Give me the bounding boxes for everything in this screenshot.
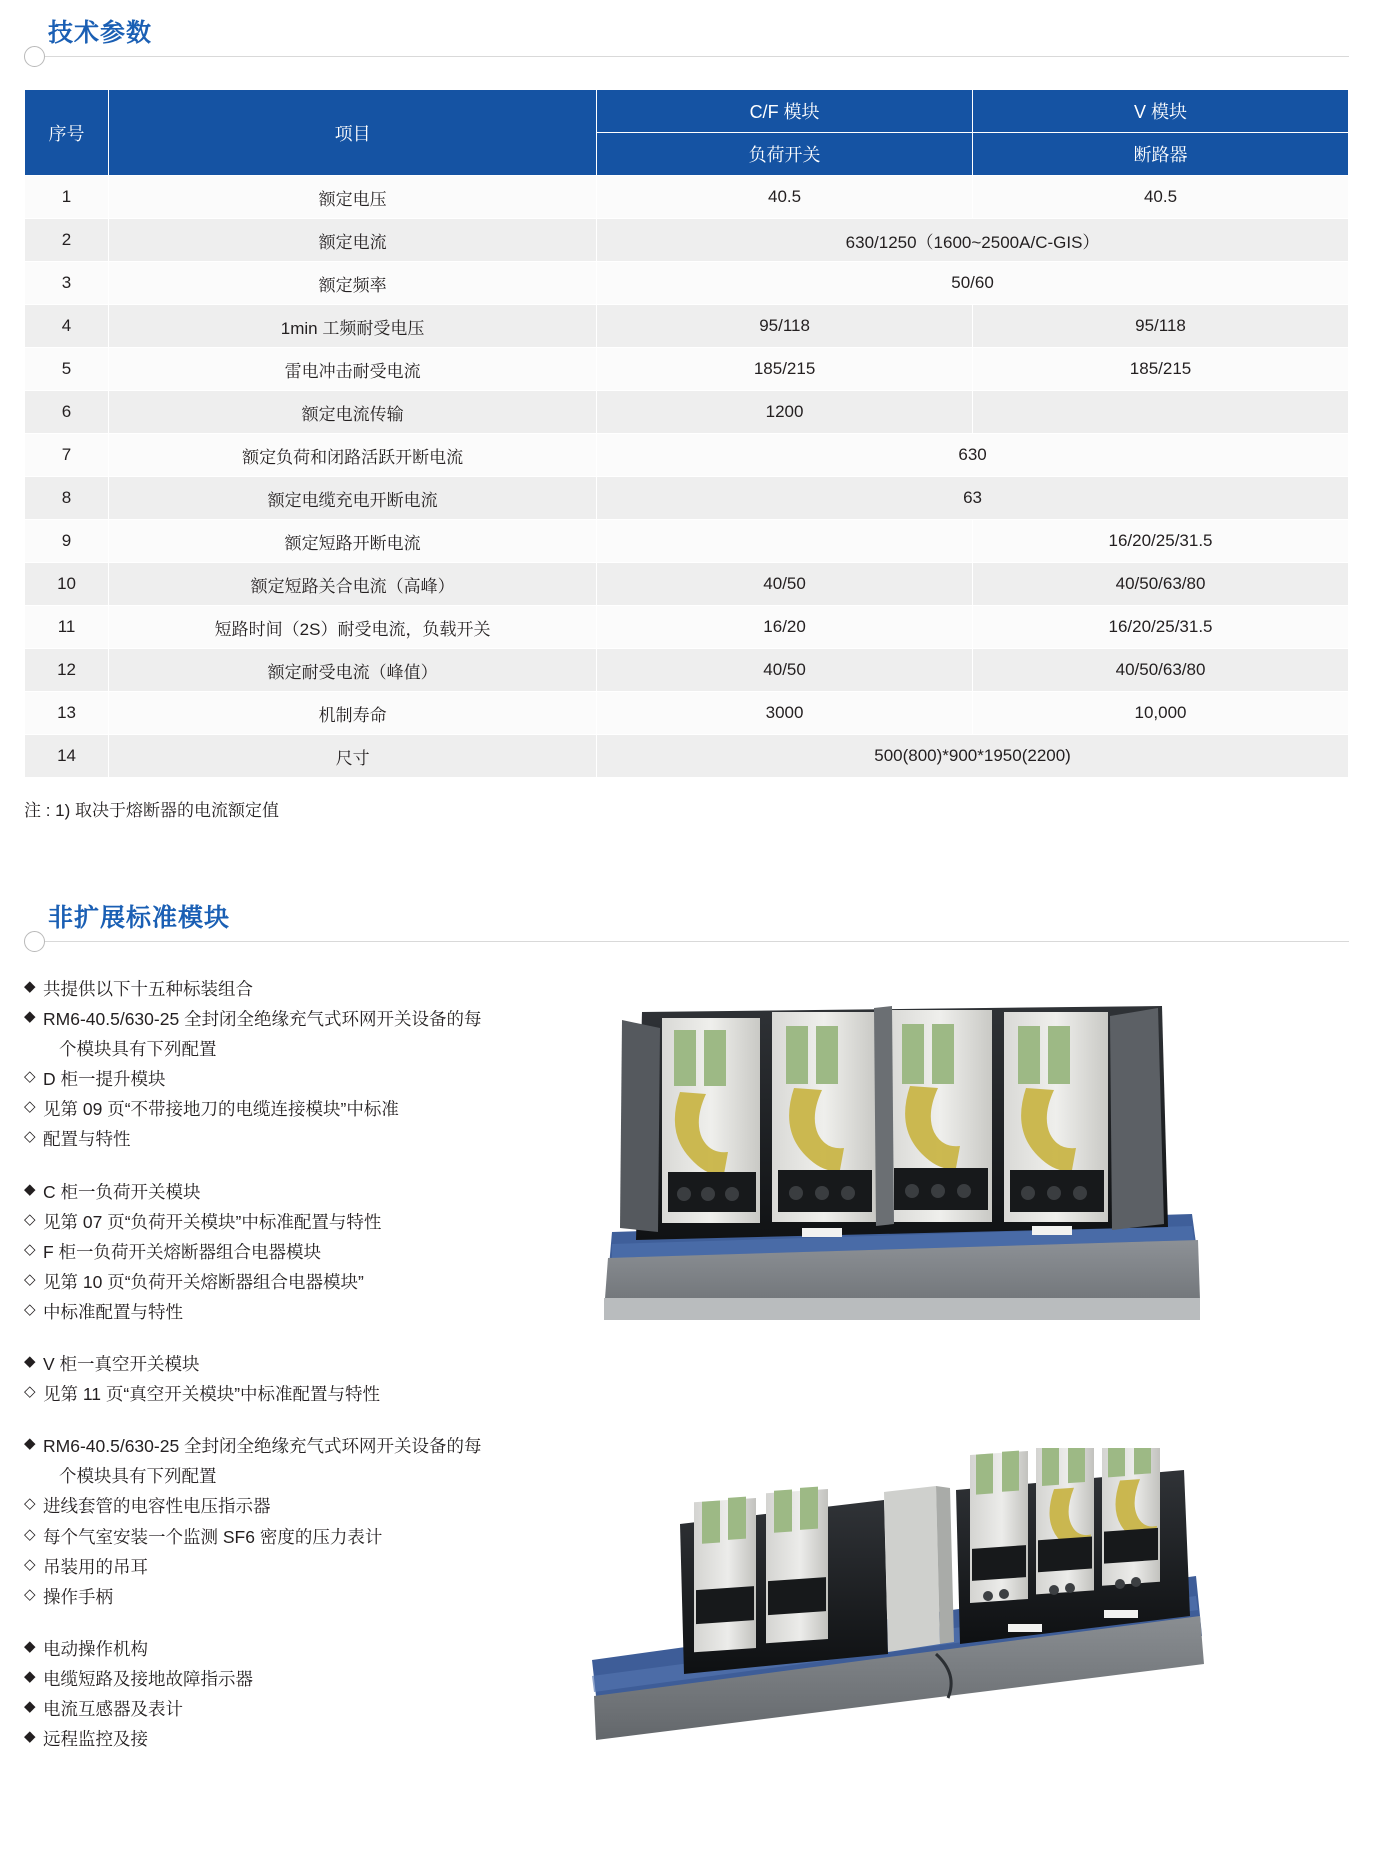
bullet-text-line1: 吊装用的吊耳 bbox=[43, 1556, 148, 1577]
diamond-outline-icon: ◇ bbox=[24, 1585, 36, 1603]
cell-value-v: 40/50/63/80 bbox=[973, 649, 1349, 692]
cell-index: 2 bbox=[25, 219, 109, 262]
diamond-filled-icon: ◆ bbox=[24, 1728, 36, 1746]
cell-value-merged: 630/1250（1600~2500A/C-GIS） bbox=[597, 219, 1349, 262]
table-row bbox=[25, 649, 1349, 692]
bullet-text bbox=[43, 1349, 564, 1379]
diamond-outline-icon: ◇ bbox=[24, 1128, 36, 1146]
cell-index: 12 bbox=[25, 649, 109, 692]
bullet-text bbox=[43, 1004, 564, 1064]
table-row bbox=[25, 606, 1349, 649]
bullet-text-line1: RM6-40.5/630-25 全封闭全绝缘充气式环网开关设备的每 bbox=[43, 1436, 482, 1457]
cell-value-cf: 185/215 bbox=[597, 348, 973, 391]
bullet-item bbox=[24, 1124, 564, 1154]
bullet-text bbox=[43, 1724, 564, 1754]
diamond-filled-icon: ◆ bbox=[24, 978, 36, 995]
header-cf-module: C/F 模块 bbox=[597, 90, 973, 133]
bullet-spacer bbox=[24, 1155, 564, 1177]
bullet-text-line1: D 柜一提升模块 bbox=[43, 1069, 166, 1090]
bullet-item bbox=[24, 1491, 564, 1521]
bullet-text bbox=[43, 1582, 564, 1612]
bullet-text bbox=[43, 1064, 564, 1094]
section-header-spec bbox=[24, 18, 1349, 67]
bullet-text bbox=[43, 1094, 564, 1124]
table-row bbox=[25, 520, 1349, 563]
cell-value-cf: 40/50 bbox=[597, 563, 973, 606]
bullet-text bbox=[43, 974, 564, 1004]
modules-content bbox=[24, 974, 1349, 1754]
bullet-text-line1: 中标准配置与特性 bbox=[43, 1301, 183, 1322]
cell-item: 额定频率 bbox=[109, 262, 597, 305]
diamond-outline-icon: ◇ bbox=[24, 1210, 36, 1228]
header-cf-sub: 负荷开关 bbox=[597, 133, 973, 176]
cell-item: 额定电压 bbox=[109, 176, 597, 219]
bullet-text-line1: 操作手柄 bbox=[43, 1586, 113, 1607]
cell-index: 10 bbox=[25, 563, 109, 606]
diamond-outline-icon: ◇ bbox=[24, 1555, 36, 1573]
diamond-filled-icon: ◆ bbox=[24, 1008, 36, 1026]
diamond-outline-icon: ◇ bbox=[24, 1068, 36, 1086]
cell-value-cf: 40/50 bbox=[597, 649, 973, 692]
bullet-item bbox=[24, 1237, 564, 1267]
header-v-sub: 断路器 bbox=[973, 133, 1349, 176]
cell-item: 机制寿命 bbox=[109, 692, 597, 735]
diamond-outline-icon: ◇ bbox=[24, 1300, 36, 1318]
bullet-text-line1: C 柜一负荷开关模块 bbox=[43, 1181, 201, 1202]
cell-item: 雷电冲击耐受电流 bbox=[109, 348, 597, 391]
table-row bbox=[25, 348, 1349, 391]
bullet-text bbox=[43, 1297, 564, 1327]
bullet-item bbox=[24, 1552, 564, 1582]
bullet-item bbox=[24, 1207, 564, 1237]
cell-item: 1min 工频耐受电压 bbox=[109, 305, 597, 348]
bullet-item bbox=[24, 1582, 564, 1612]
table-row bbox=[25, 305, 1349, 348]
table-row bbox=[25, 477, 1349, 520]
bullet-text-line1: 见第 09 页“不带接地刀的电缆连接模块”中标准 bbox=[43, 1099, 399, 1120]
bullet-text bbox=[43, 1267, 564, 1297]
cell-value-cf: 16/20 bbox=[597, 606, 973, 649]
circle-bullet-icon bbox=[24, 931, 45, 952]
bullet-text bbox=[43, 1124, 564, 1154]
cell-value-merged: 50/60 bbox=[597, 262, 1349, 305]
bullet-text-line1: F 柜一负荷开关熔断器组合电器模块 bbox=[43, 1241, 322, 1262]
cell-item: 额定电缆充电开断电流 bbox=[109, 477, 597, 520]
bullet-item bbox=[24, 1694, 564, 1724]
diamond-filled-icon: ◆ bbox=[24, 1180, 36, 1198]
bullet-item bbox=[24, 1431, 564, 1491]
diamond-filled-icon: ◆ bbox=[24, 1435, 36, 1453]
bullet-text bbox=[43, 1694, 564, 1724]
bullet-list bbox=[24, 974, 564, 1754]
bullet-item bbox=[24, 1004, 564, 1064]
bullet-item bbox=[24, 1522, 564, 1552]
bullet-text-line1: 见第 11 页“真空开关模块”中标准配置与特性 bbox=[43, 1384, 381, 1405]
diamond-outline-icon: ◇ bbox=[24, 1495, 36, 1513]
cell-value-merged: 63 bbox=[597, 477, 1349, 520]
bullet-text bbox=[43, 1664, 564, 1694]
diamond-outline-icon: ◇ bbox=[24, 1270, 36, 1288]
bullet-text bbox=[43, 1237, 564, 1267]
diamond-filled-icon: ◆ bbox=[24, 1667, 36, 1685]
bullet-text-line1: V 柜一真空开关模块 bbox=[43, 1354, 200, 1375]
header-item: 项目 bbox=[109, 90, 597, 176]
table-row bbox=[25, 219, 1349, 262]
bullet-text-line1: RM6-40.5/630-25 全封闭全绝缘充气式环网开关设备的每 bbox=[43, 1009, 482, 1030]
cell-index: 5 bbox=[25, 348, 109, 391]
bullet-text bbox=[43, 1431, 564, 1491]
bullet-item bbox=[24, 974, 564, 1004]
bullet-text bbox=[43, 1177, 564, 1207]
diamond-outline-icon: ◇ bbox=[24, 1525, 36, 1543]
table-row bbox=[25, 391, 1349, 434]
bullet-text bbox=[43, 1634, 564, 1664]
cell-item: 短路时间（2S）耐受电流，负载开关 bbox=[109, 606, 597, 649]
switchgear-photo-bottom bbox=[584, 1448, 1204, 1748]
bullet-item bbox=[24, 1177, 564, 1207]
cell-index: 6 bbox=[25, 391, 109, 434]
cell-index: 9 bbox=[25, 520, 109, 563]
diamond-outline-icon: ◇ bbox=[24, 1383, 36, 1401]
photo-column bbox=[584, 974, 1349, 1754]
cell-value-merged: 630 bbox=[597, 434, 1349, 477]
cell-value-v bbox=[973, 391, 1349, 434]
cell-index: 14 bbox=[25, 735, 109, 778]
cell-index: 3 bbox=[25, 262, 109, 305]
bullet-text-line1: 每个气室安装一个监测 SF6 密度的压力表计 bbox=[43, 1526, 383, 1547]
cell-index: 13 bbox=[25, 692, 109, 735]
spec-table bbox=[24, 89, 1349, 778]
bullet-text bbox=[43, 1207, 564, 1237]
cell-value-v: 40/50/63/80 bbox=[973, 563, 1349, 606]
header-index: 序号 bbox=[25, 90, 109, 176]
spec-table-head bbox=[25, 90, 1349, 176]
section-title-spec: 技术参数 bbox=[48, 19, 153, 47]
bullet-text-line2: 个模块具有下列配置 bbox=[59, 1039, 217, 1060]
cell-value-v: 10,000 bbox=[973, 692, 1349, 735]
cell-item: 额定短路关合电流（高峰） bbox=[109, 563, 597, 606]
bullet-spacer bbox=[24, 1327, 564, 1349]
bullet-text-line1: 见第 10 页“负荷开关熔断器组合电器模块” bbox=[43, 1271, 364, 1292]
cell-value-v: 16/20/25/31.5 bbox=[973, 606, 1349, 649]
cell-value-cf bbox=[597, 520, 973, 563]
bullet-text-line1: 电流互感器及表计 bbox=[43, 1698, 183, 1719]
diamond-filled-icon: ◆ bbox=[24, 1353, 36, 1371]
cell-value-cf: 95/118 bbox=[597, 305, 973, 348]
cell-item: 额定电流传输 bbox=[109, 391, 597, 434]
table-row bbox=[25, 262, 1349, 305]
table-row bbox=[25, 434, 1349, 477]
cell-value-merged: 500(800)*900*1950(2200) bbox=[597, 735, 1349, 778]
cell-index: 4 bbox=[25, 305, 109, 348]
cell-item: 额定耐受电流（峰值） bbox=[109, 649, 597, 692]
bullet-item bbox=[24, 1664, 564, 1694]
cell-value-v: 185/215 bbox=[973, 348, 1349, 391]
bullet-text-line1: 配置与特性 bbox=[43, 1129, 131, 1150]
cell-value-cf: 1200 bbox=[597, 391, 973, 434]
cell-index: 1 bbox=[25, 176, 109, 219]
cell-item: 额定短路开断电流 bbox=[109, 520, 597, 563]
bullet-item bbox=[24, 1094, 564, 1124]
bullet-text-line1: 远程监控及接 bbox=[43, 1729, 148, 1750]
cell-value-v: 16/20/25/31.5 bbox=[973, 520, 1349, 563]
header-v-module: V 模块 bbox=[973, 90, 1349, 133]
diamond-filled-icon: ◆ bbox=[24, 1697, 36, 1715]
bullet-item bbox=[24, 1297, 564, 1327]
bullet-text-line1: 进线套管的电容性电压指示器 bbox=[43, 1496, 271, 1517]
switchgear-photo-top bbox=[602, 982, 1202, 1322]
table-note: 注 : 1) 取决于熔断器的电流额定值 bbox=[24, 801, 280, 820]
cell-value-v: 40.5 bbox=[973, 176, 1349, 219]
bullet-item bbox=[24, 1267, 564, 1297]
cell-index: 11 bbox=[25, 606, 109, 649]
bullet-text-line1: 共提供以下十五种标装组合 bbox=[43, 979, 253, 999]
bullet-text bbox=[43, 1379, 564, 1409]
bullet-text-line1: 电动操作机构 bbox=[43, 1638, 148, 1659]
cell-item: 尺寸 bbox=[109, 735, 597, 778]
section-divider-2 bbox=[24, 941, 1349, 942]
bullet-text-line1: 见第 07 页“负荷开关模块”中标准配置与特性 bbox=[43, 1211, 382, 1232]
section-title-modules: 非扩展标准模块 bbox=[48, 904, 231, 932]
cell-index: 7 bbox=[25, 434, 109, 477]
bullet-spacer bbox=[24, 1409, 564, 1431]
cell-value-cf: 3000 bbox=[597, 692, 973, 735]
cell-index: 8 bbox=[25, 477, 109, 520]
bullet-text bbox=[43, 1491, 564, 1521]
section-divider bbox=[24, 56, 1349, 57]
diamond-filled-icon: ◆ bbox=[24, 1637, 36, 1655]
bullet-text bbox=[43, 1552, 564, 1582]
diamond-outline-icon: ◇ bbox=[24, 1098, 36, 1116]
cell-value-cf: 40.5 bbox=[597, 176, 973, 219]
switchgear-photo-top-image bbox=[602, 982, 1202, 1322]
cell-value-v: 95/118 bbox=[973, 305, 1349, 348]
bullet-item bbox=[24, 1349, 564, 1379]
table-row bbox=[25, 735, 1349, 778]
bullet-text bbox=[43, 1522, 564, 1552]
bullet-spacer bbox=[24, 1612, 564, 1634]
switchgear-photo-bottom-image bbox=[584, 1448, 1204, 1748]
cell-item: 额定负荷和闭路活跃开断电流 bbox=[109, 434, 597, 477]
bullet-item bbox=[24, 1379, 564, 1409]
spec-table-body bbox=[25, 176, 1349, 778]
table-row bbox=[25, 563, 1349, 606]
document-page bbox=[0, 18, 1373, 1866]
section-header-modules bbox=[24, 903, 1349, 952]
bullet-item bbox=[24, 1064, 564, 1094]
bullet-item bbox=[24, 1724, 564, 1754]
bullet-text-line1: 电缆短路及接地故障指示器 bbox=[43, 1668, 253, 1689]
diamond-outline-icon: ◇ bbox=[24, 1240, 36, 1258]
bullet-text-line2: 个模块具有下列配置 bbox=[59, 1466, 217, 1487]
bullet-item bbox=[24, 1634, 564, 1664]
table-row bbox=[25, 176, 1349, 219]
table-row bbox=[25, 692, 1349, 735]
table-header-row-1 bbox=[25, 90, 1349, 133]
circle-bullet-icon bbox=[24, 46, 45, 67]
cell-item: 额定电流 bbox=[109, 219, 597, 262]
